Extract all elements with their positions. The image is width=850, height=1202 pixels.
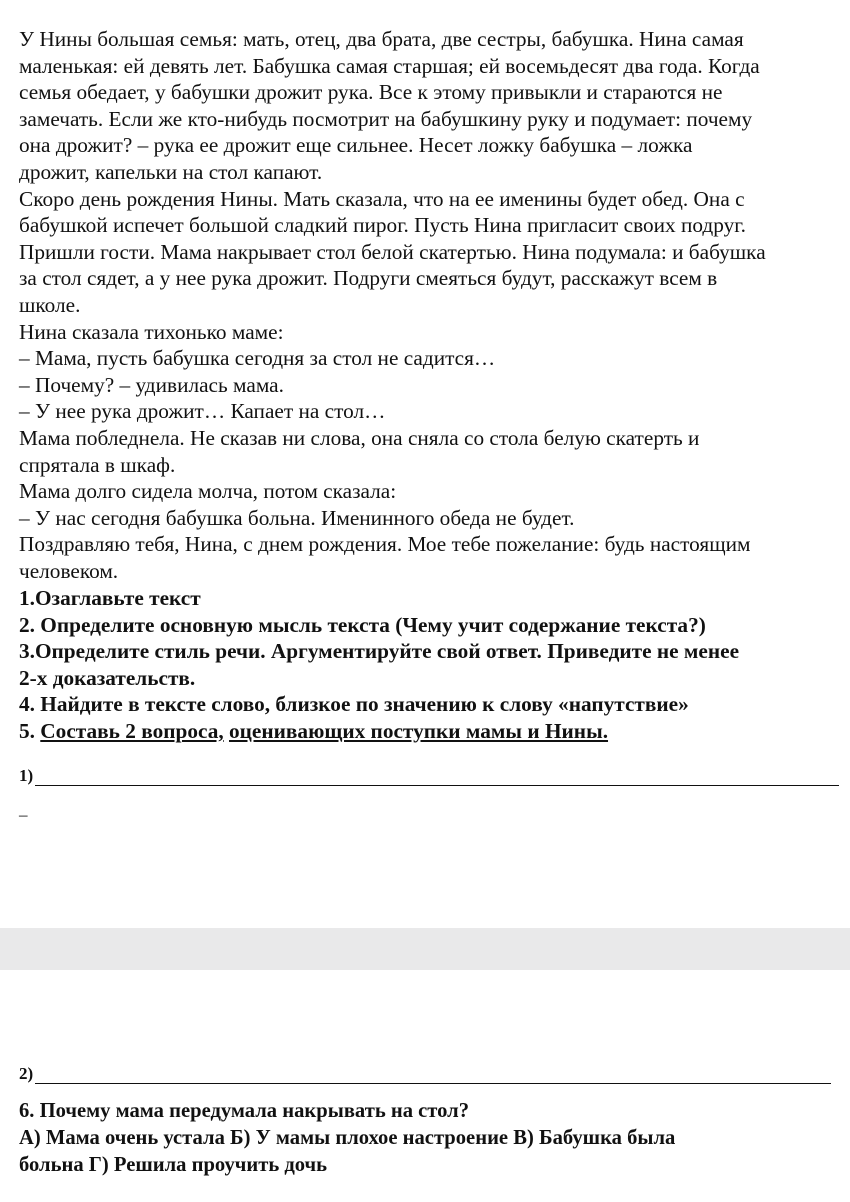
answer-1-dash: – (19, 805, 28, 824)
story-line: человеком. (19, 558, 119, 583)
story-line: бабушкой испечет большой сладкий пирог. Пусть Нина пригласит своих подруг. (19, 213, 746, 238)
story-line: школе. (19, 292, 81, 317)
story-line: Поздравляю тебя, Нина, с днем рождения. Мое тебе пожелание: будь настоящим (19, 532, 751, 557)
task-5-part1: Составь 2 вопроса, (40, 718, 224, 743)
story-line: семья обедает, у бабушки дрожит рука. Все к этому привыкли и стараются не (19, 80, 723, 105)
story-line: – У нее рука дрожит… Капает на стол… (19, 399, 386, 424)
story-line: замечать. Если же кто-нибудь посмотрит на бабушкину руку и подумает: почему (19, 106, 753, 131)
task-5-part2: оценивающих поступки мамы и Нины. (229, 718, 609, 743)
story-text (19, 26, 834, 584)
task-list (19, 585, 834, 745)
story-line: маленькая: ей девять лет. Бабушка самая старшая; ей восемьдесят два года. Когда (19, 53, 760, 78)
story-line: Мама побледнела. Не сказав ни слова, она сняла со стола белую скатерть и (19, 425, 700, 450)
answer-2-line[interactable] (35, 1065, 831, 1084)
answer-2-label: 2) (19, 1064, 34, 1083)
answer-field-1[interactable] (19, 766, 839, 786)
question-6-options-continued: больна Г) Решила проучить дочь (19, 1154, 328, 1176)
answer-1-line[interactable] (35, 767, 839, 786)
story-line: – Мама, пусть бабушка сегодня за стол не садится… (19, 346, 496, 371)
task-3: 3.Определите стиль речи. Аргументируйте свой ответ. Приведите не менее (19, 639, 740, 664)
task-3-continued: 2-х доказательств. (19, 665, 196, 690)
story-line: Пришли гости. Мама накрывает стол белой скатертью. Нина подумала: и бабушка (19, 239, 766, 264)
question-6-options: А) Мама очень устала Б) У мамы плохое настроение В) Бабушка была (19, 1127, 676, 1149)
story-line: дрожит, капельки на стол капают. (19, 159, 323, 184)
question-6-title: 6. Почему мама передумала накрывать на стол? (19, 1100, 470, 1122)
story-line: Скоро день рождения Нины. Мать сказала, что на ее именины будет обед. Она с (19, 186, 745, 211)
story-line: Мама долго сидела молча, потом сказала: (19, 479, 397, 504)
task-4: 4. Найдите в тексте слово, близкое по значению к слову «напутствие» (19, 692, 689, 717)
story-line: она дрожит? – рука ее дрожит еще сильнее. Несет ложку бабушка – ложка (19, 133, 693, 158)
task-5 (19, 718, 834, 745)
answer-1-label: 1) (19, 766, 34, 785)
task-2: 2. Определите основную мысль текста (Чему учит содержание текста?) (19, 612, 706, 637)
story-line: – Почему? – удивилась мама. (19, 372, 284, 397)
story-line: У Нины большая семья: мать, отец, два брата, две сестры, бабушка. Нина самая (19, 27, 744, 51)
story-line: спрятала в шкаф. (19, 452, 176, 477)
answer-field-2[interactable] (19, 1064, 831, 1084)
story-line: за стол сядет, а у нее рука дрожит. Подруги смеяться будут, расскажут всем в (19, 266, 718, 291)
task-5-number: 5. (19, 718, 41, 743)
story-line: – У нас сегодня бабушка больна. Именинного обеда не будет. (19, 505, 575, 530)
task-1: 1.Озаглавьте текст (19, 586, 201, 610)
question-6 (19, 1098, 834, 1179)
page-separator (0, 928, 850, 970)
story-line: Нина сказала тихонько маме: (19, 319, 284, 344)
